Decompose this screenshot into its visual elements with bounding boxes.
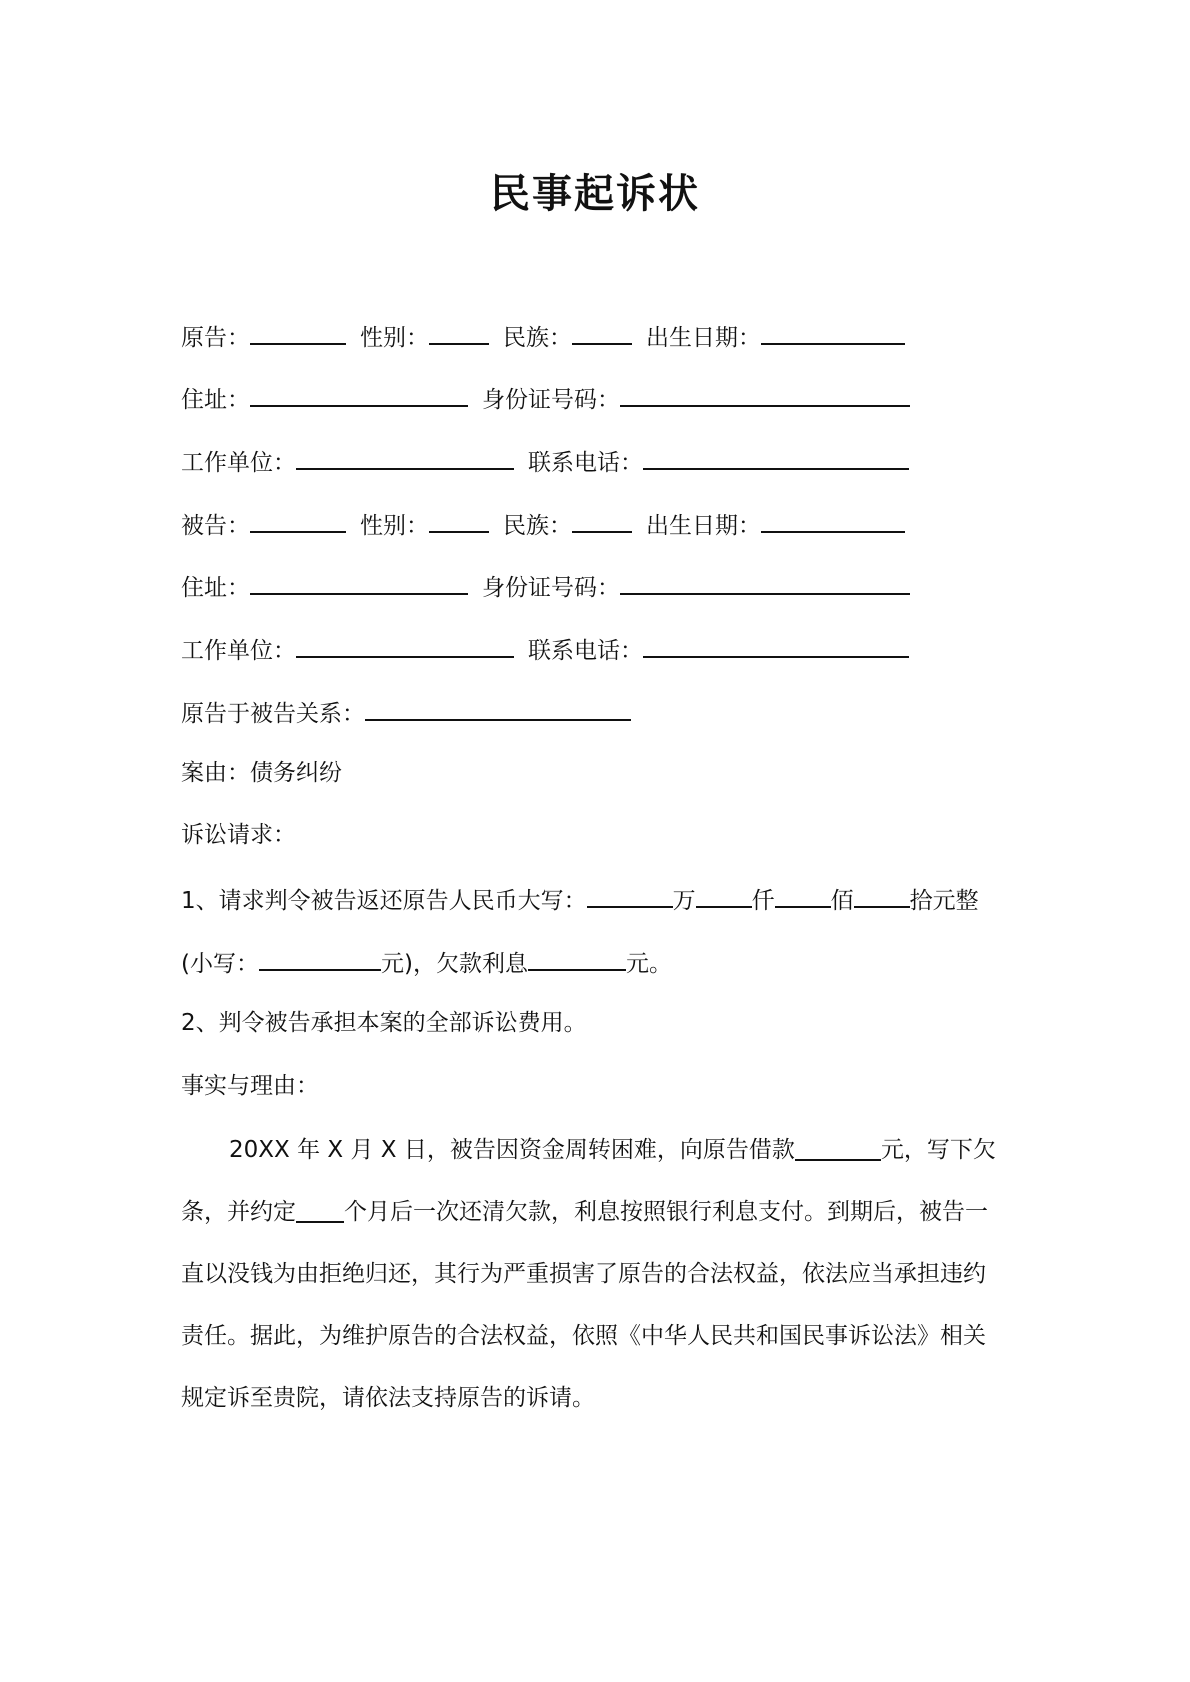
claim1-shi-yuan-zheng: 拾元整 (909, 888, 979, 914)
claim1-lowercase-prefix: (小写： (181, 951, 259, 977)
relation-label: 原告于被告关系： (181, 701, 365, 727)
facts-heading-row (181, 1066, 319, 1106)
facts-line-1a: 20XX 年 X 月 X 日，被告因资金周转困难，向原告借款 (229, 1137, 795, 1163)
plaintiff-work-blank[interactable] (296, 440, 514, 470)
defendant-ethnicity-blank[interactable] (572, 503, 632, 533)
defendant-name-blank[interactable] (250, 503, 346, 533)
facts-months-blank[interactable] (296, 1193, 344, 1223)
facts-line-3: 直以没钱为由拒绝归还，其行为严重损害了原告的合法权益，依法应当承担违约 (181, 1261, 986, 1287)
plaintiff-phone-label: 联系电话： (528, 450, 643, 476)
defendant-gender-blank[interactable] (429, 503, 489, 533)
claim2-row (181, 1003, 587, 1043)
defendant-work-row (181, 628, 909, 668)
plaintiff-gender-blank[interactable] (429, 315, 489, 345)
plaintiff-name-blank[interactable] (250, 315, 346, 345)
plaintiff-ethnicity-blank[interactable] (572, 315, 632, 345)
plaintiff-work-row (181, 440, 909, 480)
defendant-work-blank[interactable] (296, 628, 514, 658)
claim1-lowercase-blank[interactable] (259, 941, 381, 971)
facts-line-1 (181, 1119, 1017, 1181)
plaintiff-id-label: 身份证号码： (482, 387, 620, 413)
plaintiff-birth-blank[interactable] (761, 315, 905, 345)
claim2-text: 2、判令被告承担本案的全部诉讼费用。 (181, 1010, 587, 1036)
defendant-basic-row (181, 503, 905, 543)
plaintiff-id-blank[interactable] (620, 377, 910, 407)
plaintiff-address-row (181, 377, 910, 417)
claim1-interest-end: 元。 (625, 951, 672, 977)
plaintiff-work-label: 工作单位： (181, 450, 296, 476)
facts-line-2b: 个月后一次还清欠款，利息按照银行利息支付。到期后，被告一 (344, 1199, 988, 1225)
facts-line-1b: 元，写下欠 (880, 1137, 996, 1163)
defendant-phone-blank[interactable] (643, 628, 909, 658)
relation-blank[interactable] (365, 691, 631, 721)
claim1-wan-blank[interactable] (587, 878, 673, 908)
cause-text: 案由：债务纠纷 (181, 760, 342, 786)
defendant-work-label: 工作单位： (181, 638, 296, 664)
defendant-name-label: 被告： (181, 513, 250, 539)
plaintiff-birth-label: 出生日期： (646, 325, 761, 351)
facts-line-2a: 条，并约定 (181, 1199, 296, 1225)
defendant-ethnicity-label: 民族： (503, 513, 572, 539)
defendant-gender-label: 性别： (360, 513, 429, 539)
claim1-row-2 (181, 941, 672, 981)
claim1-prefix: 1、请求判令被告返还原告人民币大写： (181, 888, 587, 914)
claim1-interest-blank[interactable] (528, 941, 626, 971)
defendant-id-blank[interactable] (620, 565, 910, 595)
defendant-address-blank[interactable] (250, 565, 468, 595)
claims-heading: 诉讼请求： (181, 822, 296, 848)
relation-row (181, 691, 631, 731)
facts-loan-amount-blank[interactable] (795, 1131, 881, 1161)
facts-paragraph (181, 1119, 1017, 1429)
defendant-address-row (181, 565, 910, 605)
claim1-bai: 佰 (830, 888, 854, 914)
plaintiff-gender-label: 性别： (360, 325, 429, 351)
plaintiff-basic-row (181, 315, 905, 355)
facts-heading: 事实与理由： (181, 1073, 319, 1099)
defendant-address-label: 住址： (181, 575, 250, 601)
document-title: 民事起诉状 (490, 171, 700, 217)
plaintiff-phone-blank[interactable] (643, 440, 909, 470)
defendant-id-label: 身份证号码： (482, 575, 620, 601)
claim1-wan: 万 (672, 888, 696, 914)
defendant-birth-label: 出生日期： (646, 513, 761, 539)
claim1-row (181, 878, 979, 918)
claim1-qian: 仟 (751, 888, 775, 914)
facts-line-5: 规定诉至贵院，请依法支持原告的诉请。 (181, 1385, 595, 1411)
claim1-qian-blank[interactable] (696, 878, 752, 908)
defendant-phone-label: 联系电话： (528, 638, 643, 664)
claim1-lowercase-yuan: 元)，欠款利息 (380, 951, 528, 977)
facts-line-4: 责任。据此，为维护原告的合法权益，依照《中华人民共和国民事诉讼法》相关 (181, 1323, 986, 1349)
claims-heading-row (181, 815, 296, 855)
plaintiff-name-label: 原告： (181, 325, 250, 351)
plaintiff-ethnicity-label: 民族： (503, 325, 572, 351)
plaintiff-address-blank[interactable] (250, 377, 468, 407)
plaintiff-address-label: 住址： (181, 387, 250, 413)
cause-row (181, 753, 342, 793)
facts-line-2 (181, 1181, 1017, 1243)
defendant-birth-blank[interactable] (761, 503, 905, 533)
claim1-bai-blank[interactable] (775, 878, 831, 908)
claim1-shi-blank[interactable] (854, 878, 910, 908)
